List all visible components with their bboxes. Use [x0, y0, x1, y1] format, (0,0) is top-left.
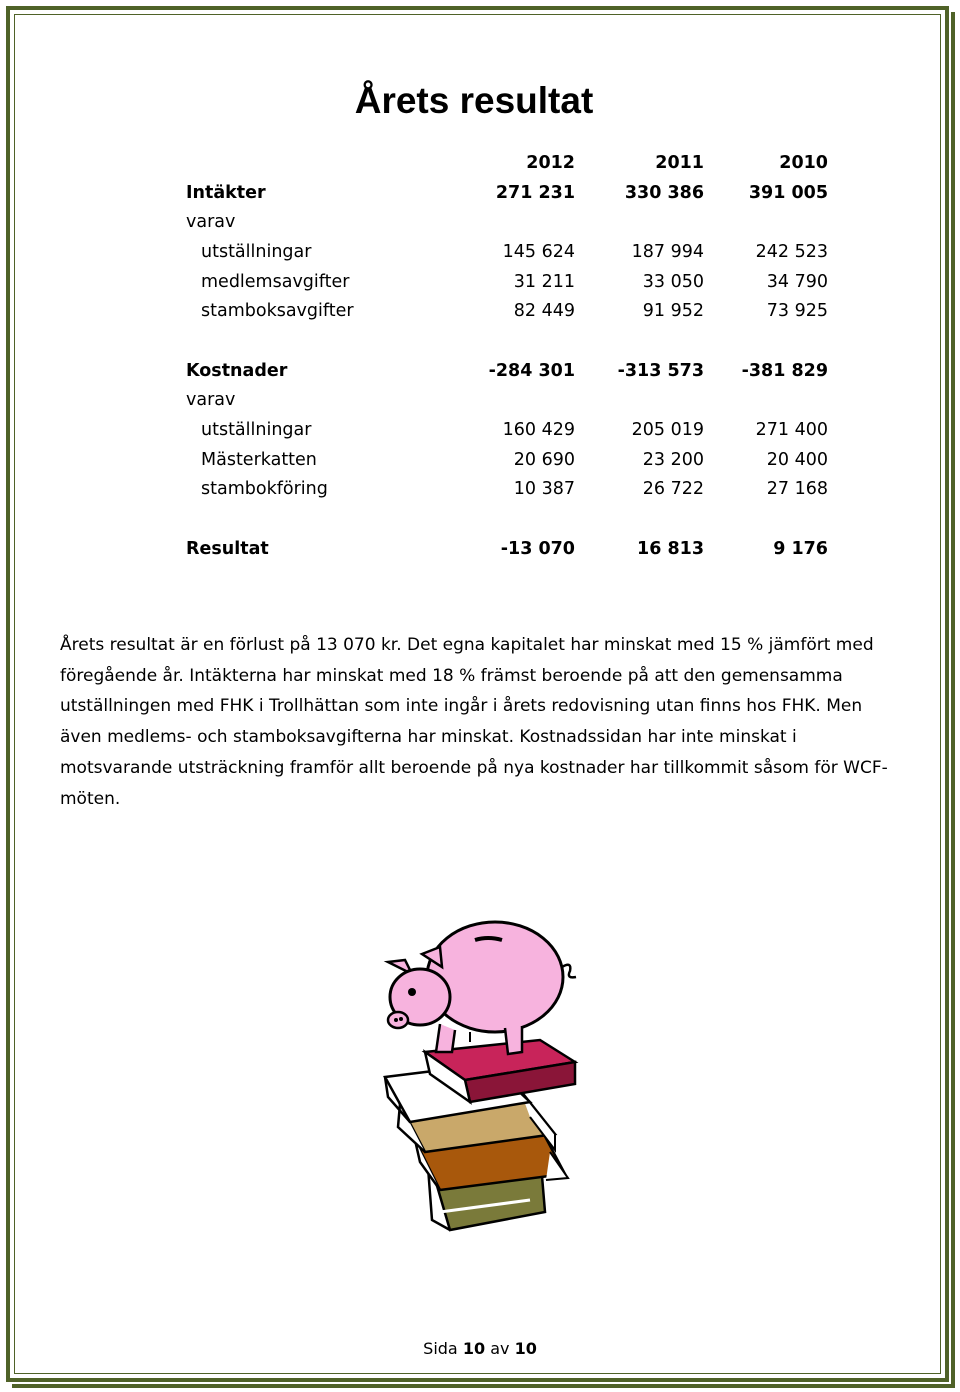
row-label: utställningar [201, 241, 312, 262]
row-label: Intäkter [186, 182, 266, 203]
row-value: 26 722 [642, 479, 704, 500]
table-row [186, 415, 828, 445]
year-header: 2012 [526, 152, 575, 173]
row-value [446, 207, 575, 237]
row-label: Mästerkatten [201, 449, 317, 470]
table-spacer-row [186, 504, 828, 534]
row-value: 33 050 [642, 271, 704, 292]
row-label: Resultat [186, 538, 269, 559]
row-value: 20 400 [766, 449, 828, 470]
row-value: -13 070 [500, 538, 575, 559]
row-value [704, 207, 828, 237]
row-value: 82 449 [513, 301, 575, 322]
row-value: 330 386 [624, 182, 704, 203]
row-value: 271 231 [495, 182, 575, 203]
footer-total-pages: 10 [514, 1339, 537, 1358]
table-row [186, 475, 828, 505]
row-value [575, 386, 704, 416]
summary-paragraph: Årets resultat är en förlust på 13 070 kr. Det egna kapitalet har minskat med 15 % jämfört med föregående år. Intäkterna har minskat med 18 % främst beroende på att den gemensamma utställningen med FHK i Trollhättan som inte ingår i årets redovisning utan finns hos FHK. Men även medlems- och stamboksavgifterna har minskat. Kostnadssidan har inte minskat i motsvarande utsträckning framför allt beroende på nya kostnader har tillkommit såsom för WCF-möten. [60, 635, 888, 809]
row-label: Kostnader [186, 360, 288, 381]
piggy-bank-on-books-icon [370, 912, 600, 1252]
row-value: 187 994 [631, 241, 704, 262]
row-value: 205 019 [631, 420, 704, 441]
table-row [186, 534, 828, 564]
row-value: 242 523 [755, 241, 828, 262]
footer-middle: av [490, 1339, 510, 1358]
year-header: 2010 [779, 152, 828, 173]
row-value: 31 211 [513, 271, 575, 292]
row-value: 91 952 [642, 301, 704, 322]
footer-page-number: 10 [462, 1339, 486, 1358]
row-label: varav [186, 390, 236, 411]
row-value [704, 386, 828, 416]
table-row [186, 178, 828, 208]
row-value: 391 005 [748, 182, 828, 203]
page-title: Årets resultat [354, 80, 594, 121]
row-label: stamboksavgifter [201, 301, 354, 322]
table-header-row [186, 148, 828, 178]
financial-table [186, 148, 828, 564]
table-header-label [186, 148, 446, 178]
row-value [575, 207, 704, 237]
table-row [186, 237, 828, 267]
row-label: varav [186, 212, 236, 233]
row-value: 10 387 [513, 479, 575, 500]
row-value: 160 429 [502, 420, 575, 441]
row-value: 73 925 [766, 301, 828, 322]
row-label: stambokföring [201, 479, 328, 500]
row-value: 271 400 [755, 420, 828, 441]
row-value: 27 168 [766, 479, 828, 500]
row-value: 20 690 [513, 449, 575, 470]
row-value: 9 176 [773, 538, 828, 559]
row-value: -381 829 [741, 360, 828, 381]
row-value [446, 386, 575, 416]
table-row [186, 386, 828, 416]
row-value: 145 624 [502, 241, 575, 262]
row-label: medlemsavgifter [201, 271, 350, 292]
year-header: 2011 [655, 152, 704, 173]
spacer-cell [186, 504, 828, 534]
spacer-cell [186, 326, 828, 356]
table-spacer-row [186, 326, 828, 356]
row-value: 34 790 [766, 271, 828, 292]
row-value: -313 573 [617, 360, 704, 381]
table-row [186, 267, 828, 297]
table-row [186, 207, 828, 237]
footer-prefix: Sida [423, 1339, 458, 1358]
row-value: 23 200 [642, 449, 704, 470]
table-row [186, 445, 828, 475]
row-label: utställningar [201, 420, 312, 441]
row-value: -284 301 [488, 360, 575, 381]
table-row [186, 296, 828, 326]
row-value: 16 813 [637, 538, 704, 559]
table-row [186, 356, 828, 386]
page-footer [0, 1339, 960, 1358]
